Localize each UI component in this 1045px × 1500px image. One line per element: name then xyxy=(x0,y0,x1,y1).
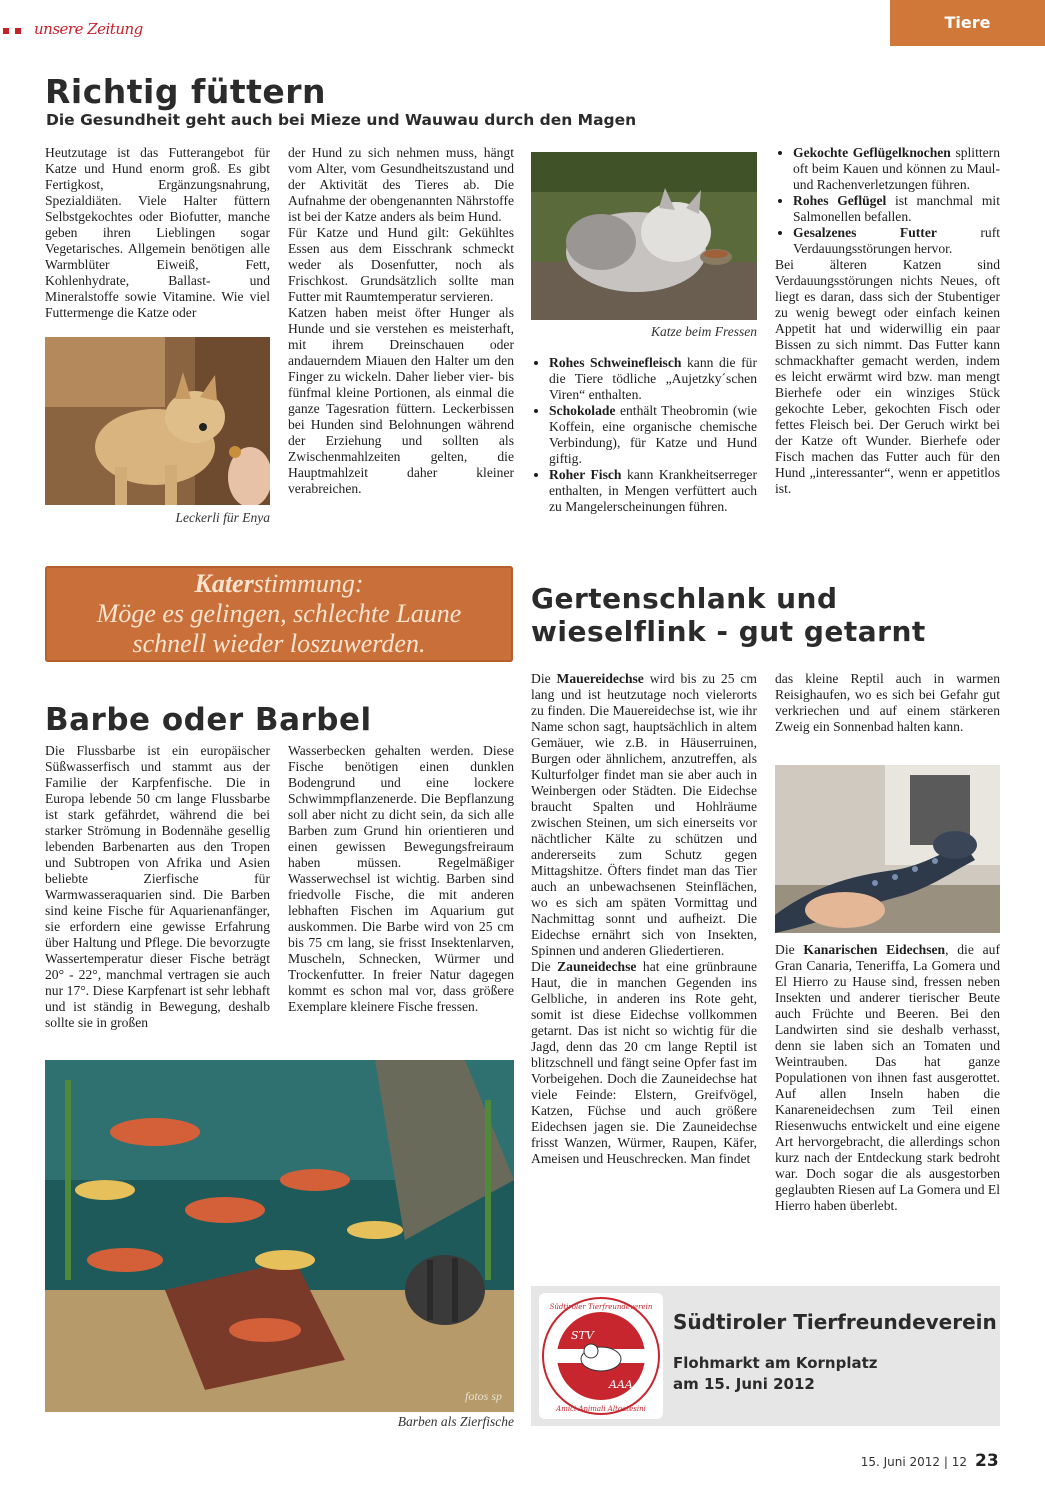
bullet-text: enthält Theobromin (wie Koffein, eine organische chemische Verbindung), für Katze und Hund giftig. xyxy=(549,403,757,466)
bullet-text: kann Krankheitserreger enthalten, in Mengen verfüttert auch zu Mangelerscheinungen führen. xyxy=(549,467,757,514)
article1-col2 xyxy=(288,145,514,497)
cat-photo-illustration xyxy=(531,152,757,320)
ad-line1: Flohmarkt am Kornplatz xyxy=(673,1354,878,1372)
article2-title: Barbe oder Barbel xyxy=(45,702,372,738)
bullet-bold: Schokolade xyxy=(549,403,616,418)
bullet-item xyxy=(793,145,1000,193)
bullet-text: kann die für die Tiere tödliche „Aujetzky´schen Viren“ enthalten. xyxy=(549,355,757,402)
article1-col2-p1: der Hund zu sich nehmen muss, hängt vom Alter, vom Gesundheitszustand und der Aktivität des Tieres ab. Die Aufnahme der obengenannten Nährstoffe ist bei der Katze anders als beim Hund. xyxy=(288,145,514,224)
ad-line2: am 15. Juni 2012 xyxy=(673,1375,815,1393)
bullet-bold: Rohes Schweinefleisch xyxy=(549,355,682,370)
seal-left-text: STV xyxy=(571,1329,594,1342)
article3-col1-p1 xyxy=(531,671,757,959)
text-run: , die auf Gran Canaria, Teneriffa, La Gomera und El Hierro zu Hause sind, fressen neben Insekten und anderer tierischer Beute auch Früchte und Beeren. Bei den Landwirten sind sie deshalb verhasst, denn sie laben sich an Tomaten und Weintrauben. Das hat ganze Populationen von ihnen fast ausgerottet. Auf allen Inseln haben die Kanareneidechsen zum Teil einen Riesenwuchs entwickelt und eine eigene Art hervorgebracht, die allerdings schon kurz nach der Entdeckung stark bedroht war. Doch sogar die als ausgestorben geglaubten Riesen auf La Gomera und El Hierro haben überlebt. xyxy=(775,942,1000,1213)
article1-col1-text: Heutzutage ist das Futterangebot für Katze und Hund enorm groß. Es gibt Fertigkost, Ergänzungsnahrung, Spezialdiäten. Viele Halter füttern Selbstgekochtes oder Biofutter, manche geben ihren Lieblingen sogar Vegetarisches. Allgemein benötigen alle Warmblüter Eiweiß, Fett, Kohlenhydrate, Ballast- und Mineralstoffe sowie Vitamine. Wie viel Futtermenge die Katze oder xyxy=(45,145,270,320)
article3-col1 xyxy=(531,671,757,1167)
article3-col2-p2 xyxy=(775,942,1000,1214)
ad-title: Südtiroler Tierfreundeverein xyxy=(673,1310,997,1334)
photo-credit: fotos sp xyxy=(464,1389,502,1403)
article3-col2-p1: das kleine Reptil auch in warmen Reisighaufen, wo es sich bei Gefahr gut verkriechen und auf einem stärkeren Zweig ein Sonnenbad halten kann. xyxy=(775,671,1000,734)
cat-photo-caption: Katze beim Fressen xyxy=(651,324,757,339)
article1-col4 xyxy=(775,145,1000,497)
article1-col1 xyxy=(45,145,270,321)
article1-subtitle: Die Gesundheit geht auch bei Mieze und Wauwau durch den Magen xyxy=(46,111,637,129)
page-number: 23 xyxy=(975,1451,999,1471)
article3-title-line2: wieselflink - gut getarnt xyxy=(531,615,926,648)
footer-date-issue: 15. Juni 2012 | 12 xyxy=(860,1455,967,1469)
aquarium-photo xyxy=(45,1060,514,1412)
article2-col1 xyxy=(45,743,270,1031)
article3-col1-p2 xyxy=(531,959,757,1167)
aquarium-illustration xyxy=(45,1060,514,1412)
text-run: hat eine grünbraune Haut, die in manchen Gegenden ins Gelbliche, in anderen ins Rote geht, somit ist diese Eidechse vollkommen getarnt. Das ist nicht so wichtig für die Jagd, denn das 20 cm lange Reptil ist blitzschnell und fängt seine Opfer fast im Vorbeigehen. Doch die Zauneidechse hat viele Feinde: Elstern, Greifvögel, Katzen, Füchse und auch größere Eidechsen jagen sie. Die Zauneidechse frisst Wanzen, Würmer, Raupen, Käfer, Ameisen und Heuschrecken. Man findet xyxy=(531,959,757,1166)
article2-col2 xyxy=(288,743,514,1015)
article1-col2-p3: Katzen haben meist öfter Hunger als Hunde und sie verstehen es meisterhaft, mit ihrem Dreinschauen oder andauerndem Miauen den Halter um den Finger zu wickeln. Daher lieber vier- bis fünfmal kleine Portionen, als einmal die ganze Tagesration füttern. Leckerbissen bei Hunden sind Belohnungen während der Erziehung und sollten als Zwischenmahlzeiten gelten, die Hauptmahlzeit daher kleiner verabreichen. xyxy=(288,305,514,496)
seal-bottom-text: Amici Animali Altoatesini xyxy=(556,1405,646,1413)
lizard-photo xyxy=(775,765,1000,933)
seal-right-text: AAA xyxy=(609,1378,633,1391)
lizard-illustration xyxy=(775,765,1000,933)
article3-col2-top xyxy=(775,671,1000,735)
dog-photo-illustration xyxy=(45,337,270,505)
dog-photo xyxy=(45,337,270,505)
text-run: Die xyxy=(531,671,557,686)
cat-photo xyxy=(531,152,757,320)
quote-bold: Kater xyxy=(194,569,254,598)
text-bold: Kanarischen Eidechsen xyxy=(803,942,946,957)
article1-title: Richtig füttern xyxy=(45,72,327,111)
section-tab xyxy=(890,0,1045,46)
section-label: Tiere xyxy=(944,13,991,32)
article3-title-line1: Gertenschlank und xyxy=(531,582,838,615)
quote-line3: schnell wieder loszuwerden. xyxy=(132,629,426,658)
bullet-item xyxy=(793,225,1000,257)
quote-box xyxy=(45,566,513,662)
quote-rest: stimmung: xyxy=(253,569,364,598)
article2-col1-text: Die Flussbarbe ist ein europäischer Süßwasserfisch und stammt aus der Familie der Karpfenfische. Die in Europa lebende 50 cm lange Flussbarbe ist stark gefährdet, während die bei starker Strömung in Bodennähe gesellig lebenden Barbenarten aus den Tropen und Subtropen von Afrika und Asien beliebte Zierfische für Warmwasseraquarien sind. Die Barben sind keine Fische für Aquarienanfänger, sie erfordern eine gewisse Erfahrung über Haltung und Pflege. Die bevorzugte Wassertemperatur dieser Fische beträgt 20° - 22°, manchmal vertragen sie auch nur 17°. Diese Karpfenart ist sehr lebhaft und ist ständig in Bewegung, deshalb sollte sie in großen xyxy=(45,743,270,1030)
bullet-text: ist manchmal mit Salmonellen befallen. xyxy=(793,193,1000,224)
quote-line2: Möge es gelingen, schlechte Laune xyxy=(96,599,462,628)
ad-box xyxy=(531,1286,1000,1426)
article2-col2-text: Wasserbecken gehalten werden. Diese Fische benötigen einen dunklen Bodengrund und eine lockere Schwimmpflanzenerde. Die Bepflanzung soll aber nicht zu dicht sein, da sich alle Barben zum Grund hin orientieren und einen gewissen Bewegungsfreiraum haben müssen. Regelmäßiger Wasserwechsel ist wichtig. Barben sind friedvolle Fische, die mit anderen lebhaften Fischen im Aquarium gut auskommen. Die Barbe wird von 25 cm bis 75 cm lang, sie frisst Insektenlarven, Muscheln, Schnecken, Würmer und Trockenfutter. In freier Natur dagegen kommt es schon mal vor, dass größere Exemplare kleinere Fische fressen. xyxy=(288,743,514,1014)
quote-line1 xyxy=(45,566,513,599)
article3-col2-bottom xyxy=(775,942,1000,1214)
bullet-item xyxy=(793,193,1000,225)
bullet-text: splittern oft beim Kauen und können zu Maul- und Rachenverletzungen führen. xyxy=(793,145,1000,192)
bullet-bold: Gekochte Geflügelknochen xyxy=(793,145,951,160)
ad-seal xyxy=(539,1293,663,1419)
bullet-item xyxy=(549,403,757,467)
header-marks xyxy=(3,28,23,34)
text-run: Die xyxy=(775,942,804,957)
text-bold: Zauneidechse xyxy=(557,959,637,974)
text-run: wird bis zu 25 cm lang und ist heutzutage noch vielerorts zu finden. Die Mauereidechse ist, wie ihr Name schon sagt, hauptsächlich in altem Gemäuer, wie z.B. in Häuserruinen, Burgen oder ähnlichem, anzutreffen, als Kulturfolger findet man sie aber auch in Weinbergen oder Städten. Die Eidechse braucht Spalten und Hohlräume zwischen Steinen, um sich einerseits vor nächtlicher Kälte zu schützen und andererseits zum Schutz gegen Mittagshitze. Öfters findet man das Tier auch an unbewachsenen Steinflächen, wo es sich am späten Vormittag und Nachmittag sonnt und aufheizt. Die Eidechse ernährt sich von Insekten, Spinnen und anderen Gliedertieren. xyxy=(531,671,757,958)
seal-logo xyxy=(539,1293,663,1419)
dog-photo-caption: Leckerli für Enya xyxy=(175,510,270,525)
text-run: Die xyxy=(531,959,558,974)
aquarium-caption: Barben als Zierfische xyxy=(397,1414,514,1429)
article3-title xyxy=(531,582,926,648)
text-bold: Mauereidechse xyxy=(556,671,644,686)
bullet-bold: Roher Fisch xyxy=(549,467,622,482)
article1-col2-p2: Für Katze und Hund gilt: Gekühltes Essen aus dem Eisschrank schmeckt weder als Dosenfutter, noch als Frischkost. Grundsätzlich sollte man Futter mit Raumtemperatur servieren. xyxy=(288,225,514,304)
article1-col4-text: Bei älteren Katzen sind Verdauungsstörungen nichts Neues, oft liegt es daran, dass sich der Stubentiger zu wenig bewegt oder einfach keinen Appetit hat und widerwillig ein paar Bissen zu sich nimmt. Das Futter kann schmackhafter gemacht werden, indem es leicht erwärmt wird bzw. man mengt Bierhefe oder ein winziges Stück gekochte Leber, gekochten Fisch oder fettes Fleisch bei. Der Geruch wirkt bei der Katze oft Wunder. Bierhefe oder Fisch machen das Futter auch für den Hund „interessanter“, wenn er appetitlos ist. xyxy=(775,257,1000,496)
bullet-item xyxy=(549,467,757,515)
bullet-bold: Gesalzenes Futter xyxy=(793,225,937,240)
bullet-item xyxy=(549,355,757,403)
magazine-logo: unsere Zeitung xyxy=(34,20,143,38)
bullet-bold: Rohes Geflügel xyxy=(793,193,887,208)
seal-top-text: Südtiroler Tierfreundeverein xyxy=(549,1303,653,1311)
article1-col3-bullets xyxy=(531,355,757,515)
bullet-text: ruft Verdauungsstörungen hervor. xyxy=(793,225,1000,256)
